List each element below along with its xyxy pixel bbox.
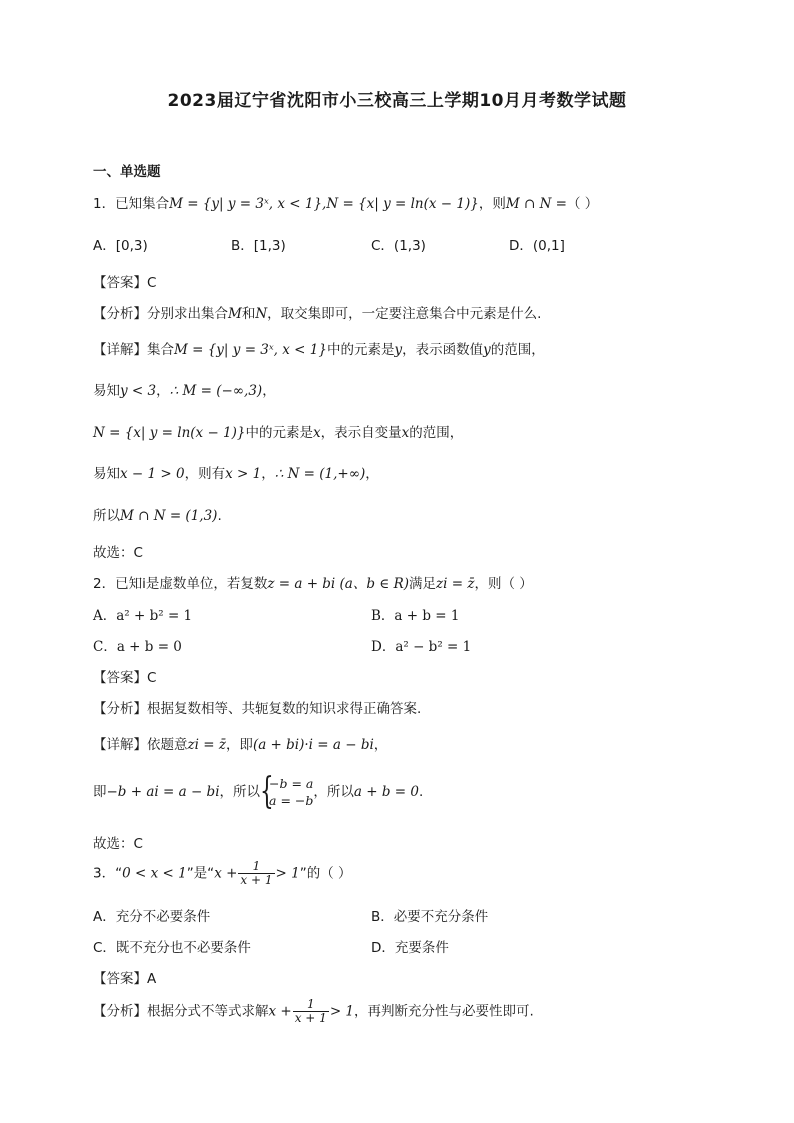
q1-detail-line-2	[93, 379, 276, 399]
q1-l4-math: x − 1 > 0	[120, 466, 185, 482]
q2-option-c: C．a + b = 0	[93, 639, 182, 655]
q2-stem-text-3: ，则	[474, 576, 502, 592]
q2-l2-math-2: a + b = 0	[353, 784, 419, 800]
q2-detail-line-2	[93, 771, 424, 812]
q2-system-bottom: a = −b	[269, 793, 314, 808]
q1-l3-text-2: ，表示自变量	[320, 425, 402, 441]
q3-stem-text-2: ”是“	[186, 865, 215, 882]
q1-stem-text-2: ，则	[478, 196, 506, 212]
q1-stem-text: 1．已知集合	[93, 196, 170, 212]
q2-analysis-tag: 【分析】	[93, 701, 147, 717]
q1-l4-comma-2: ，	[365, 466, 379, 482]
q1-set-n: N = {x| y = ln(x − 1)}	[326, 196, 479, 212]
q3-stem-math: 0 < x < 1	[122, 865, 187, 882]
q3-stem-text: 3．“	[93, 865, 123, 882]
q2-detail-math-2: (a + bi)·i = a − bi	[252, 737, 374, 753]
q1-l2-comma: ，	[156, 383, 170, 399]
q2-detail-comma: ，	[373, 737, 388, 753]
q1-analysis-text: 分别求出集合	[147, 306, 228, 322]
section-heading: 一、单选题	[93, 164, 161, 180]
q1-detail-text: 集合	[147, 342, 174, 358]
q1-set-m: M = {y| y = 3ˣ, x < 1}	[169, 196, 323, 212]
q2-option-a: A．a² + b² = 1	[93, 608, 193, 624]
q2-analysis	[93, 697, 421, 717]
q1-detail-text-2: 中的元素是	[326, 342, 395, 358]
q2-l2-period: .	[418, 784, 424, 800]
q2-complex-z: z = a + bi (a、b ∈ R)	[267, 576, 410, 592]
q1-analysis-n: N	[255, 306, 268, 322]
q1-analysis-m: M	[228, 306, 242, 322]
q3-analysis-fraction	[293, 998, 329, 1025]
q1-analysis	[93, 302, 541, 322]
q2-condition: zi = z̄	[436, 576, 475, 592]
q3-analysis-text-2: ，再判断充分性与必要性即可.	[354, 1003, 534, 1020]
q3-analysis-gt: > 1	[329, 1003, 355, 1020]
q1-l2-math: y < 3	[120, 383, 157, 399]
question-3-stem	[93, 860, 352, 887]
q2-stem-text-2: 满足	[409, 576, 437, 592]
q3-stem-gt: > 1	[275, 865, 300, 882]
q2-stem-text: 2．已知i是虚数单位，若复数	[93, 576, 268, 592]
q1-detail-y: y	[394, 342, 403, 358]
q2-detail-text: 依题意	[147, 737, 188, 753]
q1-answer: 【答案】C	[93, 275, 157, 291]
brace-glyph: {	[260, 771, 274, 812]
q3-option-b: B．必要不充分条件	[371, 909, 489, 925]
q1-l3-x: x	[313, 425, 321, 441]
q1-detail	[93, 338, 545, 358]
q2-answer: 【答案】C	[93, 670, 157, 686]
q2-equation-system	[260, 771, 314, 812]
q1-l5-text: 所以	[93, 508, 120, 524]
q1-l3-math: N = {x| y = ln(x − 1)}	[93, 425, 246, 441]
q3-analysis	[93, 998, 534, 1025]
q1-l4-comma: ，	[261, 466, 275, 482]
q1-paren: （ ）	[567, 196, 599, 212]
q3-stem-text-3: ”的（ ）	[299, 865, 352, 882]
q1-choice: 故选：C	[93, 545, 143, 561]
q2-detail-text-2: ，即	[225, 737, 253, 753]
fraction-denominator: x + 1	[240, 873, 273, 887]
q2-l2-text: 即	[93, 784, 107, 800]
q2-l2-math: −b + ai = a − bi	[106, 784, 220, 800]
q3-fraction	[238, 860, 274, 887]
q1-detail-line-4	[93, 462, 379, 482]
q1-l5-math: M ∩ N = (1,3)	[120, 508, 218, 524]
q1-detail-y2: y	[483, 342, 491, 358]
q1-l3-text: 中的元素是	[245, 425, 314, 441]
q1-l3-text-3: 的范围，	[409, 425, 464, 441]
q3-answer: 【答案】A	[93, 971, 157, 987]
q2-paren: （ ）	[501, 576, 533, 592]
q1-detail-set: M = {y| y = 3ˣ, x < 1}	[174, 342, 327, 358]
q1-intersection: M ∩ N =	[505, 196, 567, 212]
q1-l3-x2: x	[401, 425, 410, 441]
q2-choice: 故选：C	[93, 836, 143, 852]
q2-system-top: −b = a	[269, 776, 314, 791]
q3-analysis-tag: 【分析】	[93, 1003, 147, 1020]
q1-l2-math-2: ∴ M = (−∞,3)	[169, 383, 263, 399]
q1-detail-text-3: ，表示函数值	[402, 342, 484, 358]
q1-option-a: A．[0,3)	[93, 238, 148, 254]
q2-l2-text-2: ，所以	[219, 784, 261, 800]
fraction-numerator: 1	[238, 860, 274, 874]
q1-detail-tag: 【详解】	[93, 342, 147, 358]
q1-l4-math-2: x > 1	[225, 466, 262, 482]
q1-l2-comma-2: ，	[262, 383, 276, 399]
q1-analysis-end: ，取交集即可，一定要注意集合中元素是什么.	[267, 306, 542, 322]
q1-separator: ,	[322, 196, 327, 212]
fraction-denominator: x + 1	[294, 1011, 327, 1025]
q1-detail-line-5	[93, 504, 222, 524]
q1-l4-text: 易知	[93, 466, 120, 482]
q2-option-b: B．a + b = 1	[371, 608, 460, 624]
q1-analysis-tag: 【分析】	[93, 306, 147, 322]
q1-analysis-and: 和	[241, 306, 256, 322]
q1-l2-text: 易知	[93, 383, 120, 399]
q2-option-d: D．a² − b² = 1	[371, 639, 472, 655]
q1-option-b: B．[1,3)	[231, 238, 286, 254]
q2-detail	[93, 733, 387, 753]
question-1-stem	[93, 192, 598, 212]
q2-detail-math: zi = z̄	[187, 737, 226, 753]
q1-l4-text-2: ，则有	[184, 466, 226, 482]
q3-option-c: C．既不充分也不必要条件	[93, 940, 251, 956]
fraction-numerator: 1	[293, 998, 329, 1012]
q1-l5-period: .	[217, 508, 222, 524]
q3-option-a: A．充分不必要条件	[93, 909, 211, 925]
q2-analysis-text: 根据复数相等、共轭复数的知识求得正确答案.	[147, 701, 422, 717]
q3-stem-x: x +	[214, 865, 238, 882]
q2-l2-text-3: ，所以	[313, 784, 354, 800]
q1-l4-math-3: ∴ N = (1,+∞)	[274, 466, 366, 482]
q3-analysis-text: 根据分式不等式求解	[147, 1003, 269, 1020]
q1-detail-line-3	[93, 421, 463, 441]
question-2-stem	[93, 572, 533, 592]
q1-detail-text-4: 的范围，	[490, 342, 545, 358]
q2-detail-tag: 【详解】	[93, 737, 147, 753]
q1-option-c: C．(1,3)	[371, 238, 426, 254]
q1-option-d: D．(0,1]	[509, 238, 565, 254]
page-title: 2023届辽宁省沈阳市小三校高三上学期10月月考数学试题	[167, 91, 627, 111]
q3-option-d: D．充要条件	[371, 940, 449, 956]
q3-analysis-x: x +	[268, 1003, 292, 1020]
